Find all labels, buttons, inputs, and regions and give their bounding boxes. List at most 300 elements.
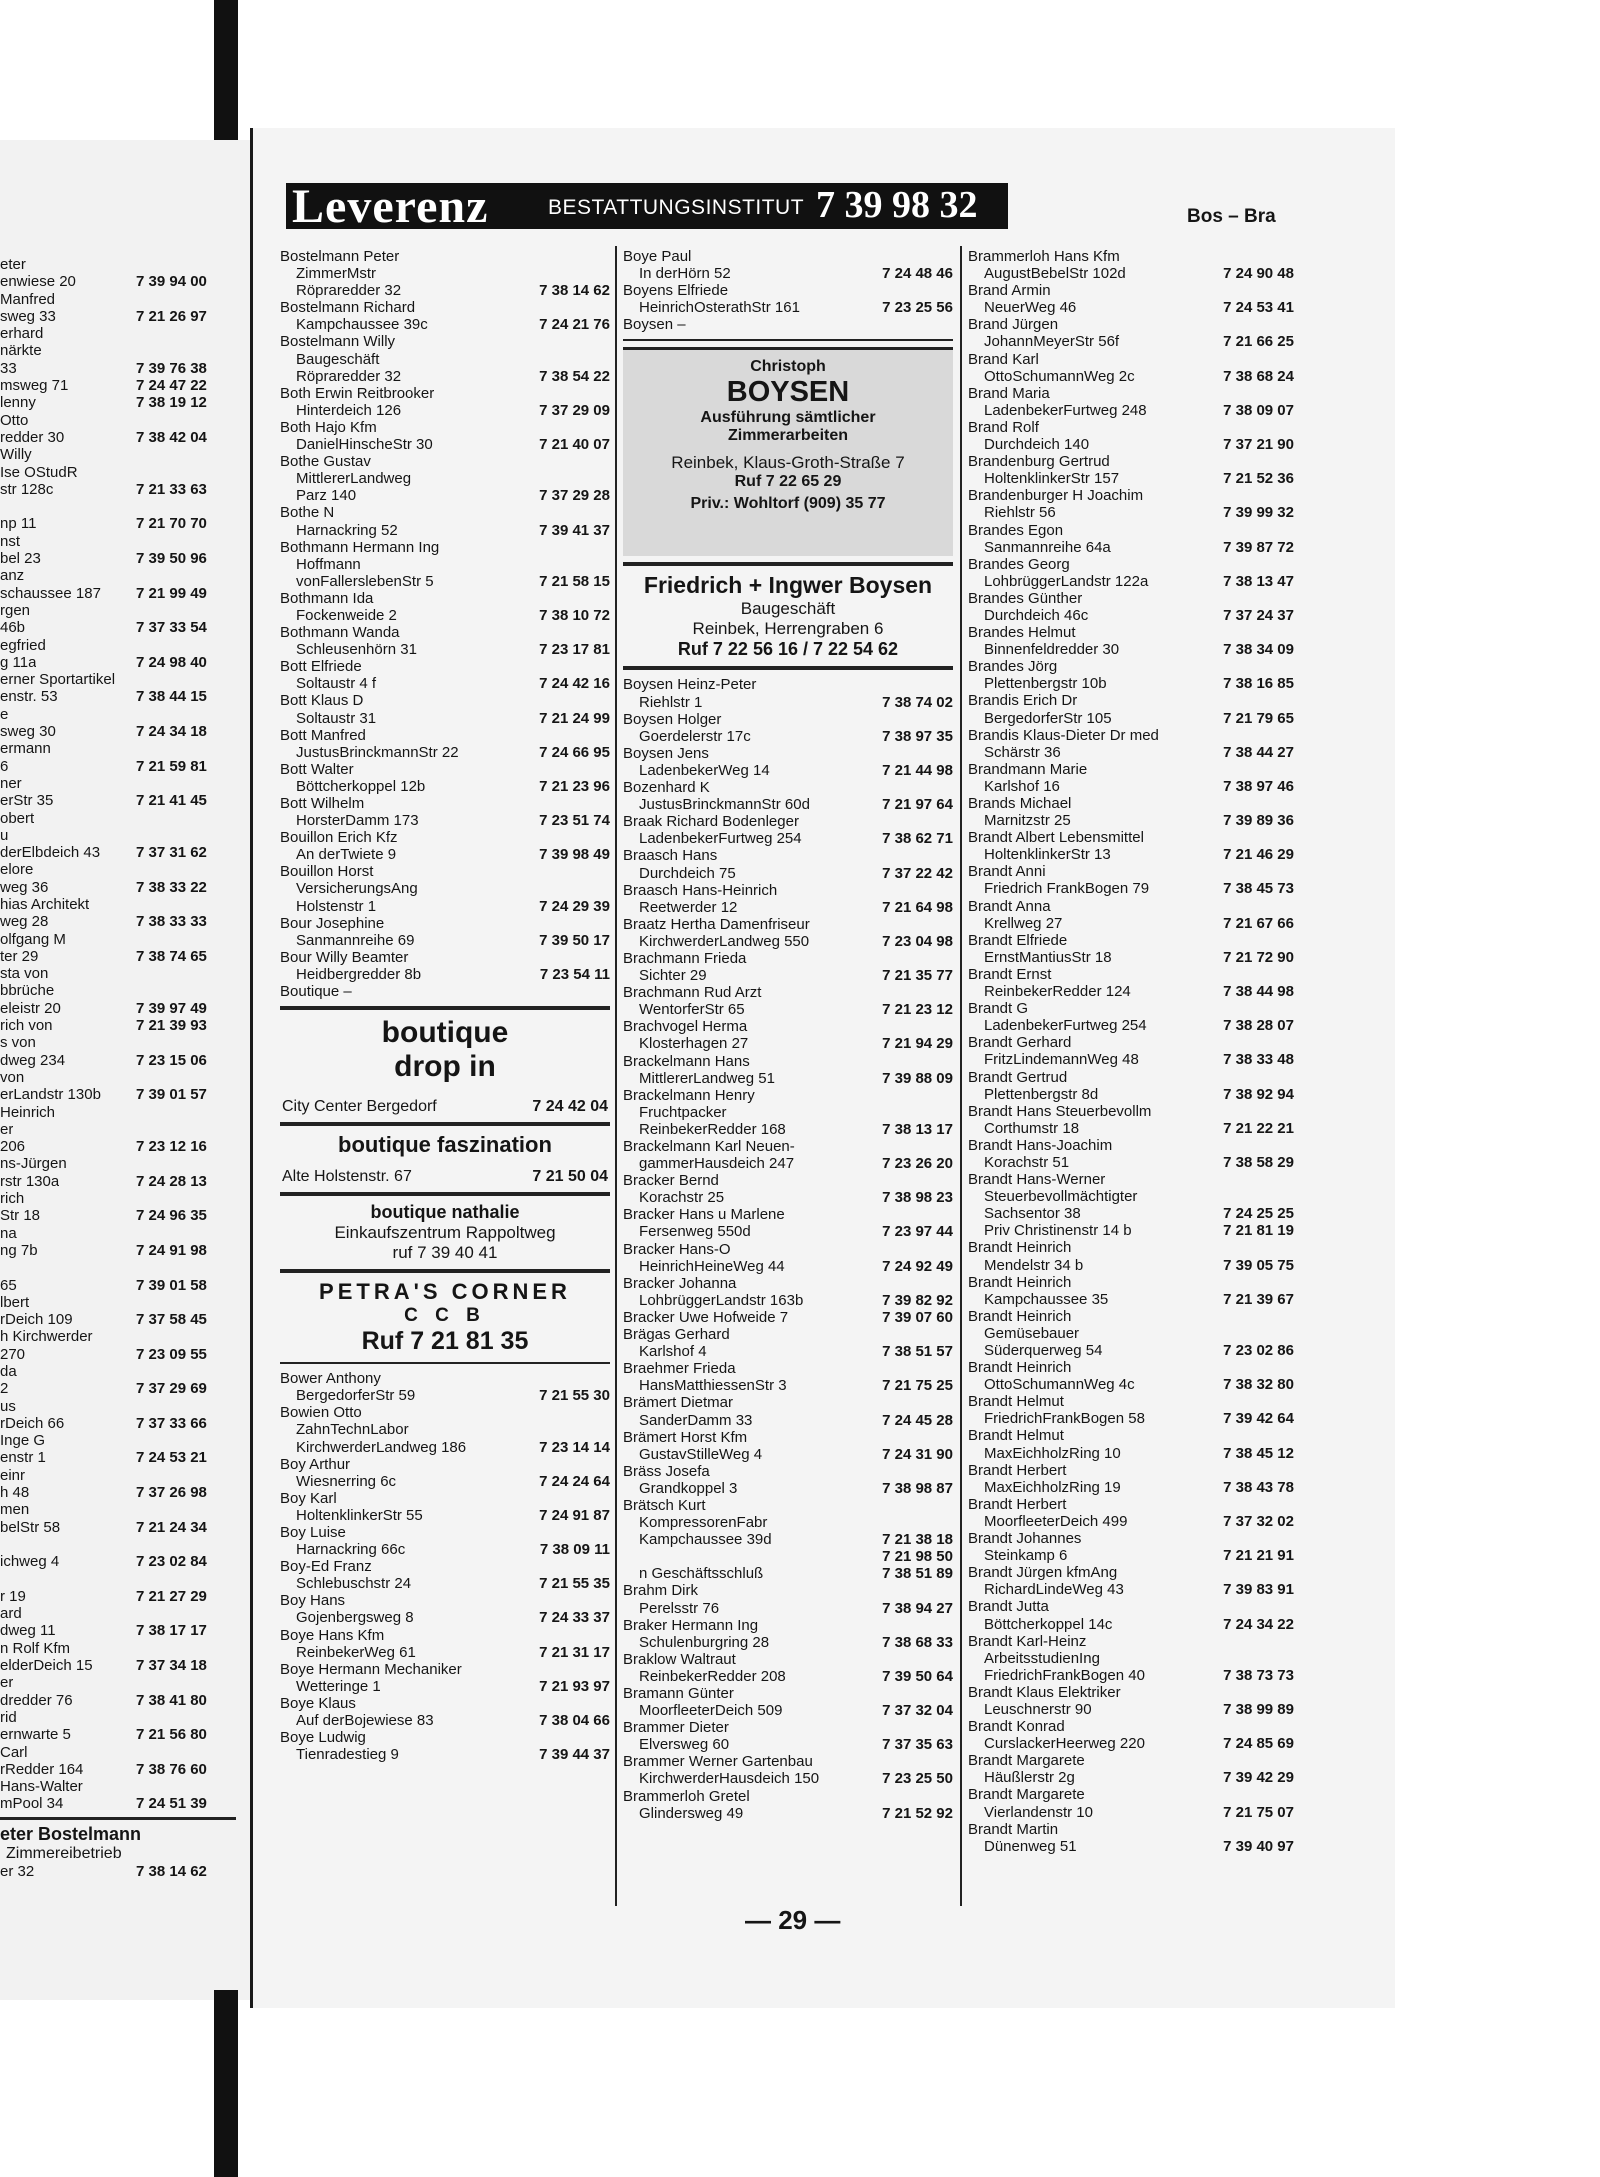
listing-entry <box>280 385 610 402</box>
listing-entry <box>280 402 610 419</box>
listing-entry <box>968 487 1294 504</box>
listing-entry <box>968 607 1294 624</box>
listing-entry <box>623 1702 953 1719</box>
listing-text: Brands Michael <box>968 795 1072 812</box>
listing-entry <box>623 1326 953 1343</box>
listing-text: ZimmerMstr <box>296 265 376 283</box>
listing-text: Sachsentor 38 <box>984 1205 1081 1223</box>
listing-text: Brämert Horst Kfm <box>623 1428 748 1446</box>
listing-text: JohannMeyerStr 56f <box>984 333 1120 351</box>
listing-text: Brandt G <box>968 1000 1029 1018</box>
listing-phone: 7 38 74 02 <box>882 693 953 711</box>
listing-phone: 7 21 24 99 <box>539 709 610 727</box>
left-listing-entry <box>0 1761 240 1778</box>
left-listing-entry <box>0 1640 240 1657</box>
left-listing-entry <box>0 377 240 394</box>
column-b <box>623 248 953 1822</box>
listing-entry <box>968 727 1294 744</box>
left-listing-entry <box>0 1484 240 1501</box>
listing-phone: 7 38 16 85 <box>1223 675 1294 693</box>
listing-entry <box>623 762 953 779</box>
listing-text: von <box>0 1068 25 1086</box>
listing-phone: 7 39 44 37 <box>539 1746 610 1764</box>
listing-entry <box>623 1035 953 1052</box>
left-listing-entry <box>0 515 240 532</box>
listing-phone: 7 39 87 72 <box>1223 538 1294 556</box>
listing-phone: 7 39 82 92 <box>882 1291 953 1309</box>
left-listing-entry <box>0 446 240 463</box>
listing-entry <box>280 932 610 949</box>
column-a-listing-2 <box>280 1370 610 1763</box>
listing-entry <box>623 676 953 693</box>
listing-phone: 7 38 14 62 <box>539 282 610 300</box>
listing-text: Dünenweg 51 <box>984 1837 1077 1855</box>
listing-text: ReinbekerRedder 208 <box>639 1667 786 1685</box>
listing-phone: 7 24 33 37 <box>539 1609 610 1627</box>
listing-text: lbert <box>0 1293 30 1311</box>
listing-text: Brandes Georg <box>968 555 1070 573</box>
listing-text: Brandt Heinrich <box>968 1359 1072 1377</box>
book-spine-bottom <box>214 1990 238 2177</box>
listing-text: Brammerloh Gretel <box>623 1787 750 1805</box>
left-listing-entry <box>0 758 240 775</box>
listing-entry <box>623 1770 953 1787</box>
listing-entry <box>623 967 953 984</box>
listing-text: eleistr 20 <box>0 999 61 1017</box>
listing-entry <box>623 728 953 745</box>
listing-phone: 7 39 01 57 <box>136 1086 207 1104</box>
listing-text: Durchdeich 75 <box>639 864 736 882</box>
listing-phone: 7 21 39 67 <box>1223 1290 1294 1308</box>
listing-entry <box>968 1684 1294 1701</box>
listing-text: eter <box>0 256 26 273</box>
listing-text: Carl <box>0 1743 28 1761</box>
listing-entry <box>280 1695 610 1712</box>
listing-phone: 7 23 25 56 <box>882 299 953 317</box>
listing-entry <box>280 761 610 778</box>
listing-phone: 7 24 47 22 <box>136 377 207 395</box>
listing-phone: 7 21 23 96 <box>539 777 610 795</box>
listing-text: Brandis Erich Dr <box>968 692 1078 710</box>
listing-entry <box>280 1421 610 1438</box>
listing-text: NeuerWeg 46 <box>984 299 1077 317</box>
listing-text: Steinkamp 6 <box>984 1547 1068 1565</box>
ad-phone: Ruf 7 22 56 16 / 7 22 54 62 <box>677 639 899 660</box>
listing-text: lenny <box>0 394 36 412</box>
left-ad-title: eter Bostelmann <box>0 1823 142 1844</box>
listing-text: Brachmann Frieda <box>623 949 747 967</box>
listing-text: Boye Hermann Mechaniker <box>280 1660 462 1678</box>
listing-phone: 7 24 24 64 <box>539 1472 610 1490</box>
listing-phone: 7 39 83 91 <box>1223 1581 1294 1599</box>
listing-phone: 7 38 62 71 <box>882 830 953 848</box>
listing-text: Braasch Hans-Heinrich <box>623 881 778 899</box>
listing-entry <box>968 1308 1294 1325</box>
listing-entry <box>280 1609 610 1626</box>
listing-text: Durchdeich 46c <box>984 606 1089 624</box>
listing-phone: 7 38 99 89 <box>1223 1700 1294 1718</box>
listing-phone: 7 21 40 07 <box>539 436 610 454</box>
listing-entry <box>623 1206 953 1223</box>
listing-entry <box>623 299 953 316</box>
listing-entry <box>968 470 1294 487</box>
listing-entry <box>623 1309 953 1326</box>
listing-text: GustavStilleWeg 4 <box>639 1445 763 1463</box>
listing-entry <box>968 436 1294 453</box>
listing-entry <box>280 898 610 915</box>
listing-entry <box>968 419 1294 436</box>
listing-entry <box>623 1463 953 1480</box>
divider <box>280 1269 610 1273</box>
listing-text: HeinrichHeineWeg 44 <box>639 1257 785 1275</box>
listing-phone: 7 24 90 48 <box>1223 265 1294 283</box>
listing-phone: 7 38 34 09 <box>1223 641 1294 659</box>
listing-phone: 7 21 93 97 <box>539 1677 610 1695</box>
listing-entry <box>280 522 610 539</box>
listing-entry <box>968 1154 1294 1171</box>
listing-phone: 7 38 68 24 <box>1223 367 1294 385</box>
listing-entry <box>623 1531 953 1548</box>
listing-entry <box>623 1343 953 1360</box>
listing-entry <box>623 1788 953 1805</box>
listing-phone: 7 39 42 29 <box>1223 1769 1294 1787</box>
listing-phone: 7 39 41 37 <box>539 521 610 539</box>
listing-text: ermann <box>0 740 51 758</box>
listing-phone: 7 23 51 74 <box>539 812 610 830</box>
listing-text: enstr 1 <box>0 1449 46 1467</box>
listing-text: redder 30 <box>0 428 65 446</box>
listing-entry <box>968 812 1294 829</box>
listing-phone: 7 38 33 33 <box>136 913 207 931</box>
listing-text: Elversweg 60 <box>639 1736 730 1754</box>
listing-text: ernwarte 5 <box>0 1726 71 1744</box>
ad-phone: Ruf 7 22 65 29 <box>734 473 842 491</box>
left-listing-entry <box>0 342 240 359</box>
left-listing-entry <box>0 1726 240 1743</box>
listing-entry <box>968 1034 1294 1051</box>
left-listing-entry <box>0 775 240 792</box>
ad-phone: ruf 7 39 40 41 <box>392 1243 498 1263</box>
left-listing-entry <box>0 1795 240 1812</box>
listing-entry <box>280 1644 610 1661</box>
listing-text: h 48 <box>0 1484 30 1502</box>
listing-text: e <box>0 705 9 723</box>
listing-phone: 7 38 58 29 <box>1223 1153 1294 1171</box>
listing-entry <box>968 590 1294 607</box>
listing-text: Bowien Otto <box>280 1404 362 1422</box>
listing-entry <box>280 351 610 368</box>
listing-entry <box>968 1633 1294 1650</box>
listing-entry <box>968 898 1294 915</box>
listing-phone: 7 21 39 93 <box>136 1017 207 1035</box>
listing-text: ZahnTechnLabor <box>296 1421 409 1439</box>
listing-entry <box>280 299 610 316</box>
listing-text: rDeich 109 <box>0 1311 73 1329</box>
listing-phone: 7 23 12 16 <box>136 1138 207 1156</box>
column-b-listing-1 <box>623 248 953 333</box>
listing-text: MoorfleeterDeich 499 <box>984 1512 1128 1530</box>
listing-text: Vierlandenstr 10 <box>984 1803 1093 1821</box>
listing-entry <box>280 675 610 692</box>
listing-text: Kampchaussee 39c <box>296 316 428 334</box>
ad-address: Reinbek, Herrengraben 6 <box>692 619 884 639</box>
listing-phone: 7 38 76 60 <box>136 1760 207 1778</box>
listing-entry <box>968 368 1294 385</box>
listing-entry <box>280 1746 610 1763</box>
listing-text: KirchwerderLandweg 550 <box>639 932 810 950</box>
listing-phone: 7 39 98 49 <box>539 846 610 864</box>
listing-entry <box>968 1051 1294 1068</box>
listing-entry <box>968 1410 1294 1427</box>
listing-entry <box>280 880 610 897</box>
listing-phone: 7 37 31 62 <box>136 844 207 862</box>
listing-phone: 7 37 35 63 <box>882 1736 953 1754</box>
listing-text: Binnenfeldredder 30 <box>984 641 1120 659</box>
listing-text: Bostelmann Richard <box>280 299 416 317</box>
listing-phone: 7 21 58 15 <box>539 572 610 590</box>
listing-phone: 7 38 73 73 <box>1223 1666 1294 1684</box>
listing-text: Braehmer Frieda <box>623 1360 736 1378</box>
listing-phone: 7 21 66 25 <box>1223 333 1294 351</box>
listing-phone: 7 38 44 15 <box>136 688 207 706</box>
left-listing-entry <box>0 792 240 809</box>
petras-corner-ad <box>280 1279 610 1356</box>
listing-text: Brandt Helmut <box>968 1427 1064 1445</box>
listing-entry <box>623 1053 953 1070</box>
listing-phone: 7 21 41 45 <box>136 792 207 810</box>
listing-text: Brandt Helmut <box>968 1393 1064 1411</box>
listing-text: Brandt Anna <box>968 897 1051 915</box>
listing-text: Brahm Dirk <box>623 1582 699 1600</box>
ad-title: boutique faszination <box>338 1132 552 1158</box>
listing-phone: 7 21 27 29 <box>136 1587 207 1605</box>
left-listing-entry <box>0 844 240 861</box>
listing-text: Fockenweide 2 <box>296 606 397 624</box>
listing-text: ErnstMantiusStr 18 <box>984 948 1112 966</box>
listing-entry <box>623 1617 953 1634</box>
listing-entry <box>623 1582 953 1599</box>
listing-entry <box>968 624 1294 641</box>
listing-entry <box>968 1598 1294 1615</box>
page-number: — 29 — <box>745 1905 841 1935</box>
listing-entry <box>623 779 953 796</box>
ad-title: boutique <box>381 1016 509 1050</box>
listing-text: Bräss Josefa <box>623 1462 710 1480</box>
listing-entry <box>623 984 953 1001</box>
column-c <box>968 248 1294 1855</box>
listing-text: Schleusenhörn 31 <box>296 641 417 659</box>
left-listing-entry <box>0 619 240 636</box>
listing-text: Bothmann Ida <box>280 589 374 607</box>
listing-text: MittlererLandweg <box>296 470 412 488</box>
listing-text: ReinbekerWeg 61 <box>296 1643 416 1661</box>
listing-entry <box>968 880 1294 897</box>
listing-text: Klosterhagen 27 <box>639 1035 749 1053</box>
listing-phone: 7 21 52 36 <box>1223 470 1294 488</box>
listing-text: Brandt Ernst <box>968 965 1052 983</box>
listing-text: s von <box>0 1034 36 1052</box>
listing-phone: 7 37 29 28 <box>539 487 610 505</box>
listing-text: elore <box>0 861 34 879</box>
listing-phone: 7 38 32 80 <box>1223 1376 1294 1394</box>
listing-text: Brachmann Rud Arzt <box>623 984 762 1002</box>
left-listing-entry <box>0 1190 240 1207</box>
listing-text: Reetwerder 12 <box>639 898 738 916</box>
listing-text: erStr 35 <box>0 792 54 810</box>
left-listing-entry <box>0 1155 240 1172</box>
listing-entry <box>968 795 1294 812</box>
listing-entry <box>280 778 610 795</box>
listing-entry <box>280 436 610 453</box>
listing-text: Brandt Jürgen kfmAng <box>968 1564 1118 1582</box>
listing-phone: 7 37 32 02 <box>1223 1512 1294 1530</box>
listing-phone: 7 38 13 17 <box>882 1120 953 1138</box>
listing-text: DanielHinscheStr 30 <box>296 436 433 454</box>
listing-text: str 128c <box>0 480 54 498</box>
listing-text: dredder 76 <box>0 1691 73 1709</box>
listing-entry <box>968 1718 1294 1735</box>
listing-text: Bott Manfred <box>280 726 366 744</box>
listing-text: Karlshof 16 <box>984 777 1060 795</box>
left-listing-entry <box>0 1104 240 1121</box>
listing-entry <box>968 1017 1294 1034</box>
listing-text: MoorfleeterDeich 509 <box>639 1702 783 1720</box>
left-listing-entry <box>0 1467 240 1484</box>
listing-phone: 7 24 28 13 <box>136 1172 207 1190</box>
listing-text: Harnackring 52 <box>296 521 398 539</box>
listing-text: Bozenhard K <box>623 779 710 797</box>
listing-entry <box>280 316 610 333</box>
listing-entry <box>280 539 610 556</box>
listing-text: Boysen Holger <box>623 710 722 728</box>
left-listing-entry <box>0 654 240 671</box>
listing-phone: 7 39 40 97 <box>1223 1837 1294 1855</box>
listing-phone: 7 38 09 11 <box>539 1541 610 1559</box>
listing-phone: 7 24 34 18 <box>136 723 207 741</box>
listing-phone: 7 24 92 49 <box>882 1257 953 1275</box>
listing-text: Bouillon Erich Kfz <box>280 829 398 847</box>
listing-phone: 7 21 24 34 <box>136 1518 207 1536</box>
listing-text: In derHörn 52 <box>639 265 731 283</box>
listing-phone: 7 24 91 98 <box>136 1241 207 1259</box>
listing-text: Gojenbergsweg 8 <box>296 1609 414 1627</box>
listing-entry <box>623 1360 953 1377</box>
left-listing-entry <box>0 1501 240 1518</box>
left-listing-entry <box>0 965 240 982</box>
listing-entry <box>968 932 1294 949</box>
listing-phone: 7 21 81 19 <box>1223 1222 1294 1240</box>
listing-phone: 7 39 76 38 <box>136 359 207 377</box>
listing-entry <box>968 1222 1294 1239</box>
christoph-boysen-ad <box>623 347 953 556</box>
listing-text: Brandis Klaus-Dieter Dr med <box>968 726 1159 744</box>
listing-text: Braasch Hans <box>623 847 718 865</box>
listing-text: Boy-Ed Franz <box>280 1558 372 1576</box>
listing-phone: 7 23 97 44 <box>882 1223 953 1241</box>
listing-text: Brand Jürgen <box>968 316 1059 334</box>
listing-entry <box>623 1241 953 1258</box>
listing-entry <box>968 1086 1294 1103</box>
listing-entry <box>623 265 953 282</box>
listing-text: Brandt Heinrich <box>968 1273 1072 1291</box>
left-listing-entry <box>0 1622 240 1639</box>
left-listing-entry <box>0 1121 240 1138</box>
ad-name: Christoph <box>750 358 826 376</box>
listing-entry <box>623 1668 953 1685</box>
listing-text: Brandt Herbert <box>968 1495 1067 1513</box>
listing-entry <box>968 1804 1294 1821</box>
listing-entry <box>280 1404 610 1421</box>
listing-entry <box>280 1712 610 1729</box>
listing-entry <box>623 1189 953 1206</box>
listing-entry <box>280 1678 610 1695</box>
listing-phone: 7 38 42 04 <box>136 428 207 446</box>
listing-text: Perelsstr 76 <box>639 1599 720 1617</box>
listing-phone: 7 21 31 17 <box>539 1643 610 1661</box>
listing-phone: 7 21 94 29 <box>882 1035 953 1053</box>
listing-text: 6 <box>0 757 9 775</box>
listing-phone: 7 21 46 29 <box>1223 846 1294 864</box>
listing-text: Wetteringe 1 <box>296 1677 381 1695</box>
listing-phone: 7 37 26 98 <box>136 1484 207 1502</box>
listing-text: Both Hajo Kfm <box>280 418 377 436</box>
listing-text: mPool 34 <box>0 1795 64 1813</box>
listing-phone: 7 21 35 77 <box>882 967 953 985</box>
listing-entry <box>280 658 610 675</box>
left-listing-entry <box>0 1449 240 1466</box>
listing-phone: 7 24 91 87 <box>539 1506 610 1524</box>
listing-text: Brand Rolf <box>968 418 1039 436</box>
listing-entry <box>968 1769 1294 1786</box>
listing-entry <box>623 1480 953 1497</box>
left-listing-entry <box>0 498 240 515</box>
listing-entry <box>623 1394 953 1411</box>
left-listing-entry <box>0 1778 240 1795</box>
listing-entry <box>280 1473 610 1490</box>
listing-text: ner <box>0 774 22 792</box>
listing-text: Boysen Jens <box>623 744 709 762</box>
listing-phone: 7 38 28 07 <box>1223 1017 1294 1035</box>
listing-entry <box>968 1291 1294 1308</box>
listing-text: Krellweg 27 <box>984 914 1063 932</box>
listing-entry <box>623 694 953 711</box>
listing-entry <box>623 1719 953 1736</box>
listing-entry <box>623 865 953 882</box>
ad-title: boutique nathalie <box>370 1202 520 1223</box>
listing-phone: 7 37 29 09 <box>539 401 610 419</box>
listing-text: Brackelmann Hans <box>623 1052 750 1070</box>
listing-text: Boysen Heinz-Peter <box>623 676 757 694</box>
listing-entry <box>968 1257 1294 1274</box>
left-listing-entry <box>0 1709 240 1726</box>
listing-text: Bothe N <box>280 504 335 522</box>
listing-entry <box>280 1490 610 1507</box>
ad-address: Alte Holstenstr. 67 <box>282 1168 412 1186</box>
listing-entry <box>623 282 953 299</box>
listing-text: JustusBrinckmannStr 22 <box>296 743 459 761</box>
listing-text: LadenbekerFurtweg 254 <box>639 830 802 848</box>
listing-entry <box>968 744 1294 761</box>
listing-text: rgen <box>0 601 31 619</box>
listing-text: Boye Ludwig <box>280 1729 366 1747</box>
listing-text: Brandt Karl-Heinz <box>968 1632 1087 1650</box>
listing-phone: 7 38 92 94 <box>1223 1085 1294 1103</box>
listing-entry <box>968 692 1294 709</box>
listing-text: MaxEichholzRing 19 <box>984 1478 1121 1496</box>
listing-text: FriedrichFrankBogen 58 <box>984 1410 1145 1428</box>
listing-text: Fersenweg 550d <box>639 1223 751 1241</box>
listing-phone: 7 38 19 12 <box>136 394 207 412</box>
